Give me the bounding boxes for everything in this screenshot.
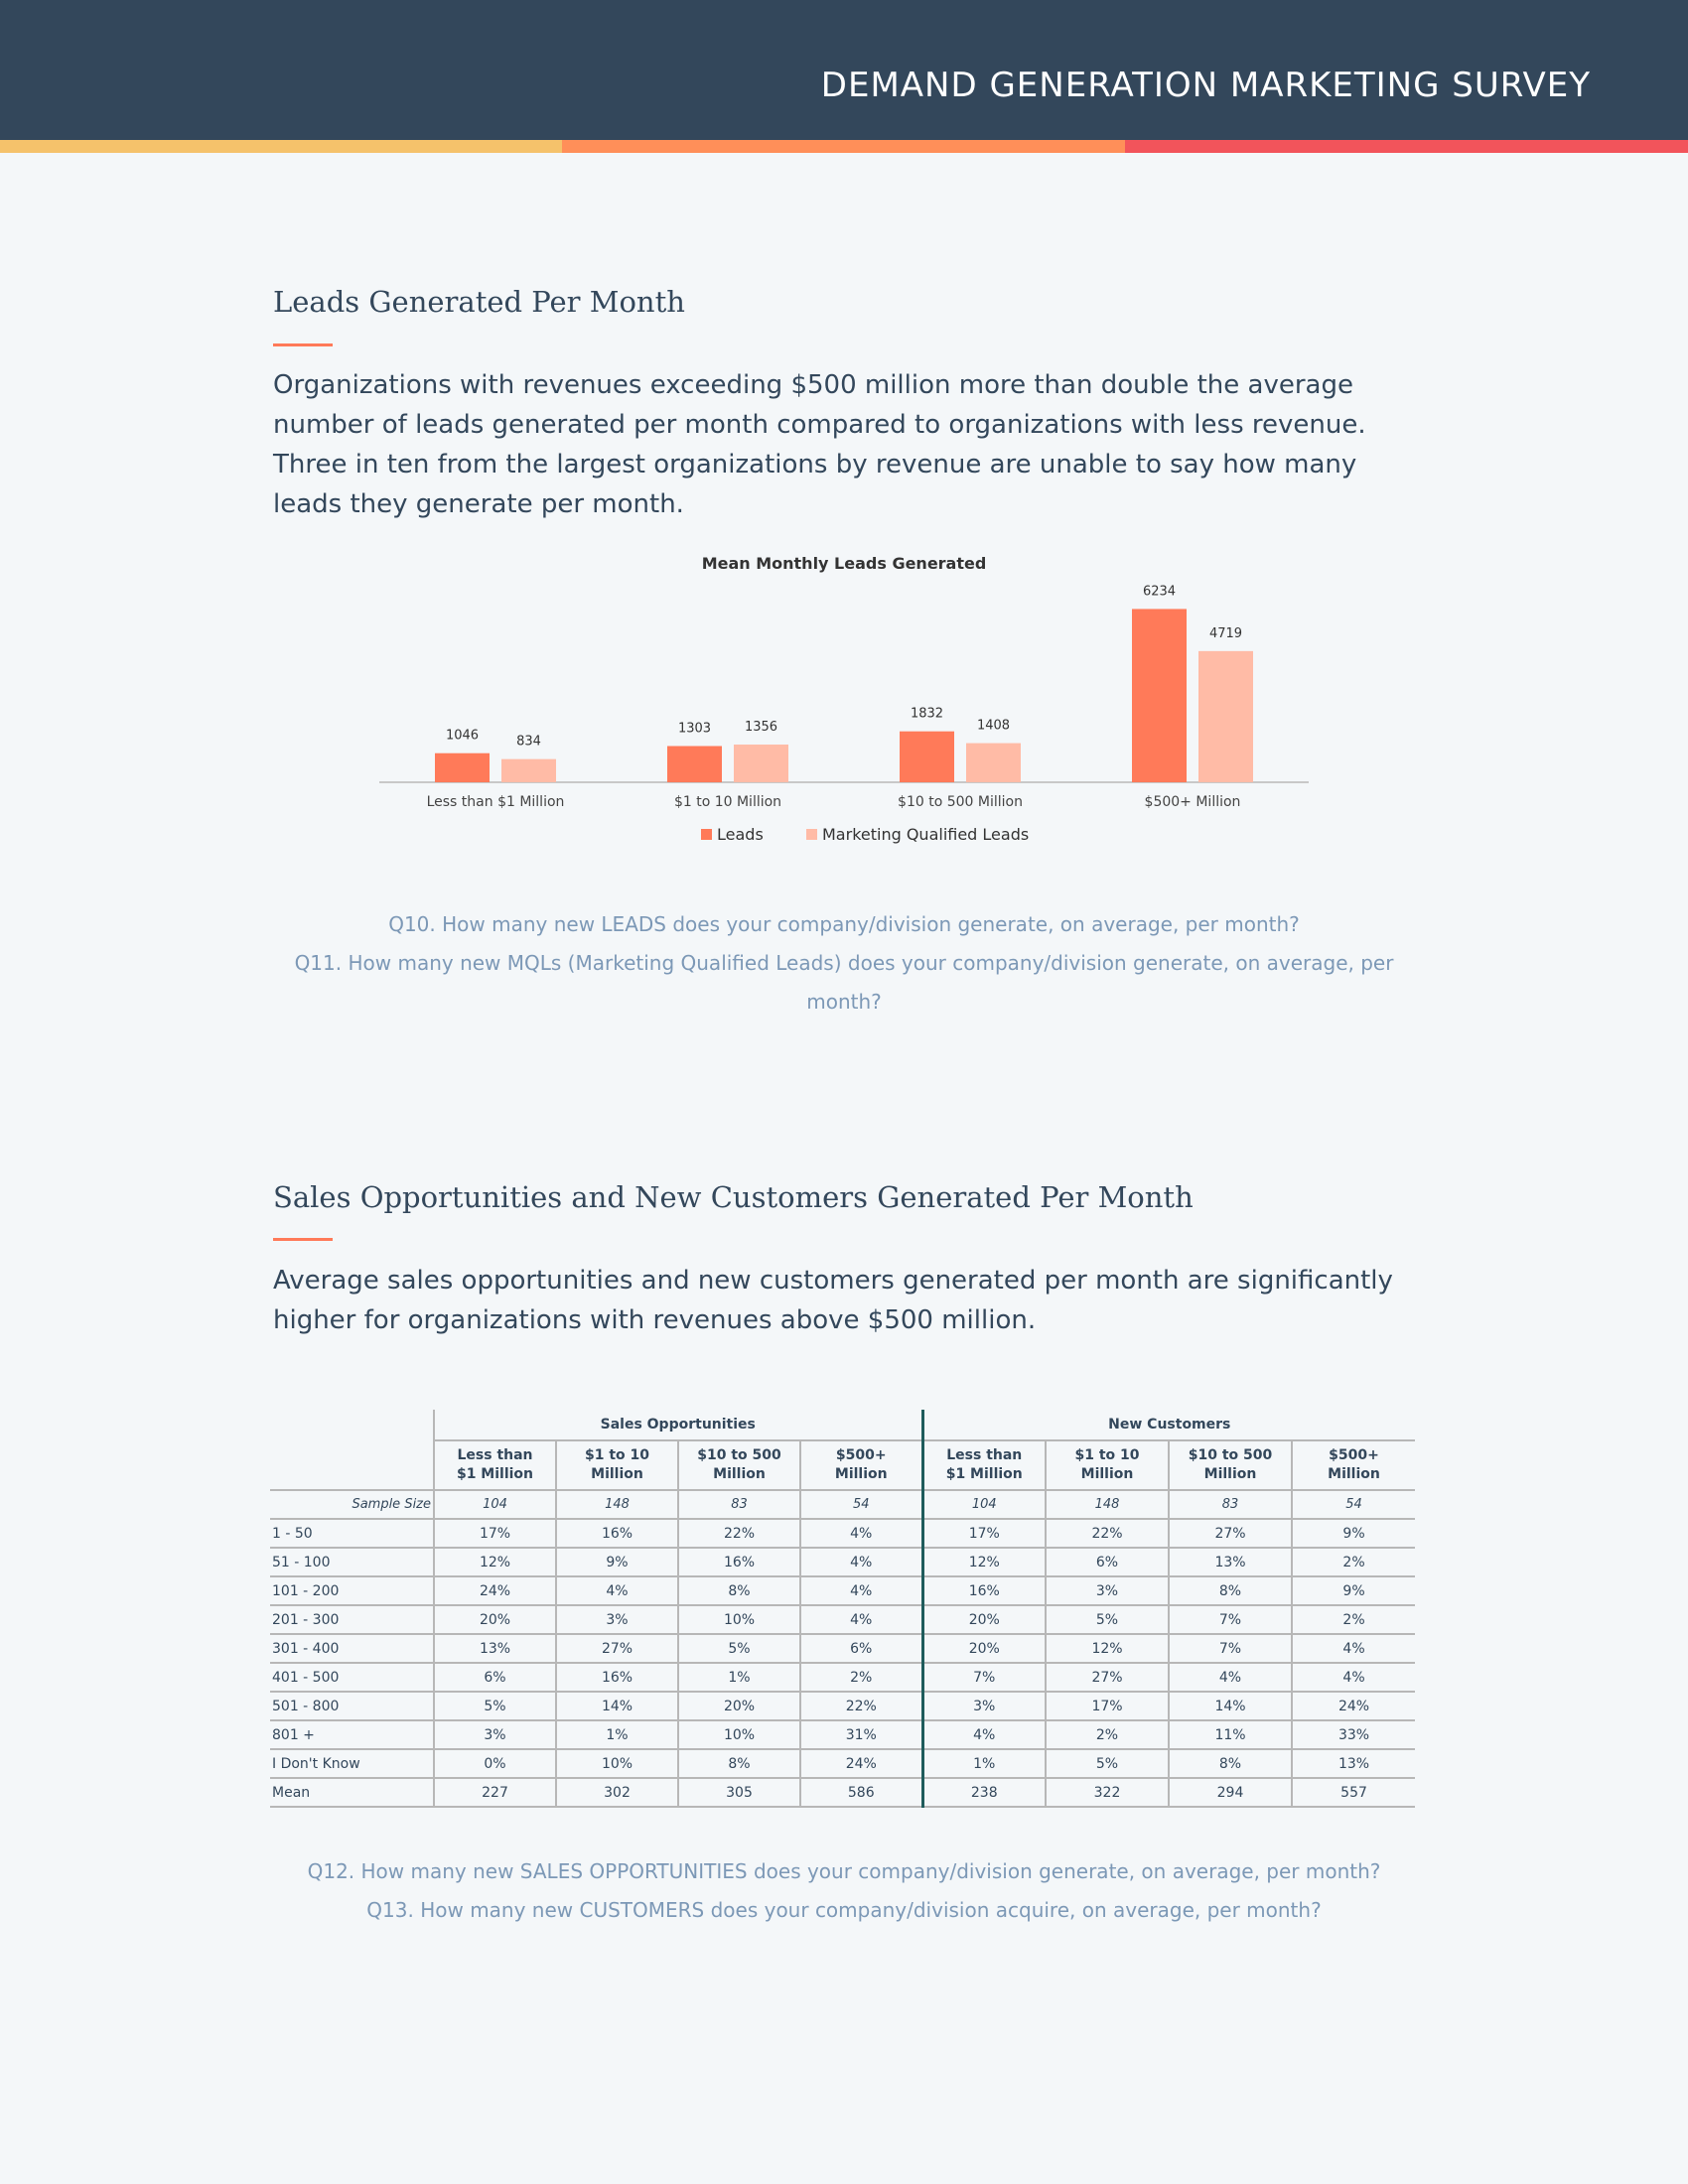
- bar-leads: [900, 732, 954, 782]
- table-cell: 4%: [1292, 1663, 1415, 1692]
- table-cell: 557: [1292, 1778, 1415, 1807]
- table-cell: 5%: [434, 1692, 556, 1720]
- column-header: $500+ Million: [1292, 1440, 1415, 1490]
- column-header: $10 to 500 Million: [1169, 1440, 1292, 1490]
- section-rule: [273, 1238, 333, 1241]
- table-cell: 22%: [1046, 1519, 1169, 1548]
- table-cell: 9%: [556, 1548, 678, 1576]
- table-cell: 3%: [1046, 1576, 1169, 1605]
- data-label: 1303: [677, 721, 712, 737]
- table-cell: 1%: [922, 1749, 1046, 1778]
- x-tick-label: $10 to 500 Million: [898, 794, 1023, 810]
- table-cell: 4%: [800, 1576, 922, 1605]
- table-row: [270, 1605, 1415, 1634]
- opportunities-table: [270, 1410, 1415, 1808]
- table-cell: 4%: [1292, 1634, 1415, 1663]
- table-cell: 3%: [922, 1692, 1046, 1720]
- table-cell: 305: [678, 1778, 800, 1807]
- table-cell: 10%: [678, 1605, 800, 1634]
- group-header-sales: Sales Opportunities: [434, 1410, 922, 1440]
- table-cell: 83: [1169, 1490, 1292, 1519]
- table-cell: 8%: [1169, 1749, 1292, 1778]
- table-cell: 8%: [1169, 1576, 1292, 1605]
- table-cell: 17%: [922, 1519, 1046, 1548]
- x-tick-label: $500+ Million: [1144, 794, 1241, 810]
- table-cell: 2%: [1046, 1720, 1169, 1749]
- legend-swatch: [701, 829, 712, 840]
- corner-cell: [270, 1410, 434, 1440]
- table-cell: 16%: [556, 1663, 678, 1692]
- table-row: [270, 1576, 1415, 1605]
- table-cell: 3%: [556, 1605, 678, 1634]
- data-label: 6234: [1142, 584, 1177, 600]
- table-cell: 5%: [1046, 1605, 1169, 1634]
- section-lead-text: Organizations with revenues exceeding $500 million more than double the average number of leads generated per month compared to organizations with less revenue. Three in ten from the largest organizations by revenue are unable to say how many leads they generate per month.: [273, 370, 1366, 519]
- table-cell: 4%: [1169, 1663, 1292, 1692]
- table-cell: 7%: [922, 1663, 1046, 1692]
- table-cell: 227: [434, 1778, 556, 1807]
- legend-label: Leads: [717, 825, 764, 844]
- row-label: 301 - 400: [270, 1634, 434, 1663]
- section-lead-text: Average sales opportunities and new customers generated per month are significantly higher for organizations with revenues above $500 million.: [273, 1266, 1393, 1335]
- chart-title: Mean Monthly Leads Generated: [701, 554, 987, 573]
- table-cell: 13%: [434, 1634, 556, 1663]
- table-cell: 54: [800, 1490, 922, 1519]
- table-cell: 1%: [556, 1720, 678, 1749]
- bar-marketing-qualified-leads: [1198, 651, 1253, 782]
- table-cell: 9%: [1292, 1576, 1415, 1605]
- table-cell: 2%: [1292, 1605, 1415, 1634]
- table-cell: 10%: [678, 1720, 800, 1749]
- table-cell: 83: [678, 1490, 800, 1519]
- table-cell: 8%: [678, 1576, 800, 1605]
- row-label: 101 - 200: [270, 1576, 434, 1605]
- row-label: 501 - 800: [270, 1692, 434, 1720]
- table-cell: 20%: [434, 1605, 556, 1634]
- data-label: 1356: [744, 720, 778, 736]
- column-header: Less than $1 Million: [922, 1440, 1046, 1490]
- table-cell: 9%: [1292, 1519, 1415, 1548]
- corner-cell: [270, 1440, 434, 1490]
- table-cell: 1%: [678, 1663, 800, 1692]
- question-q11: Q11. How many new MQLs (Marketing Qualified Leads) does your company/division generate, on average, per month?: [294, 951, 1394, 1014]
- accent-stripe-orange: [562, 140, 1125, 153]
- table-cell: 33%: [1292, 1720, 1415, 1749]
- column-header: $500+ Million: [800, 1440, 922, 1490]
- table-cell: 17%: [1046, 1692, 1169, 1720]
- table-cell: 16%: [678, 1548, 800, 1576]
- table-cell: 4%: [922, 1720, 1046, 1749]
- table-row: [270, 1749, 1415, 1778]
- table-row: [270, 1519, 1415, 1548]
- section-rule: [273, 343, 333, 346]
- table-cell: 20%: [922, 1605, 1046, 1634]
- table-row: [270, 1634, 1415, 1663]
- table-cell: 7%: [1169, 1634, 1292, 1663]
- table-cell: 14%: [1169, 1692, 1292, 1720]
- table-cell: 6%: [434, 1663, 556, 1692]
- table-cell: 12%: [434, 1548, 556, 1576]
- table-row: [270, 1548, 1415, 1576]
- table-cell: 27%: [1169, 1519, 1292, 1548]
- table-cell: 24%: [434, 1576, 556, 1605]
- table-row: [270, 1663, 1415, 1692]
- data-label: 1408: [976, 718, 1011, 734]
- row-label: I Don't Know: [270, 1749, 434, 1778]
- table-cell: 20%: [678, 1692, 800, 1720]
- table-cell: 294: [1169, 1778, 1292, 1807]
- data-label: 1832: [910, 706, 944, 722]
- table-cell: 302: [556, 1778, 678, 1807]
- header-title: DEMAND GENERATION MARKETING SURVEY: [820, 66, 1591, 105]
- table-cell: 3%: [434, 1720, 556, 1749]
- table-cell: 12%: [1046, 1634, 1169, 1663]
- table-cell: 27%: [556, 1634, 678, 1663]
- table-cell: 5%: [678, 1634, 800, 1663]
- column-header: $1 to 10 Million: [556, 1440, 678, 1490]
- table-cell: 5%: [1046, 1749, 1169, 1778]
- section-title-sales: Sales Opportunities and New Customers Generated Per Month: [273, 1180, 1194, 1214]
- table-cell: 13%: [1169, 1548, 1292, 1576]
- table-cell: 104: [434, 1490, 556, 1519]
- bar-marketing-qualified-leads: [966, 744, 1021, 782]
- table-cell: 17%: [434, 1519, 556, 1548]
- bar-leads: [435, 753, 490, 782]
- table-cell: 13%: [1292, 1749, 1415, 1778]
- column-header: $10 to 500 Million: [678, 1440, 800, 1490]
- table-cell: 148: [1046, 1490, 1169, 1519]
- table-cell: 10%: [556, 1749, 678, 1778]
- bar-leads: [1132, 609, 1187, 782]
- table-cell: 16%: [556, 1519, 678, 1548]
- table-cell: 6%: [1046, 1548, 1169, 1576]
- column-header: $1 to 10 Million: [1046, 1440, 1169, 1490]
- table-cell: 148: [556, 1490, 678, 1519]
- bar-marketing-qualified-leads: [734, 745, 788, 782]
- question-q12: Q12. How many new SALES OPPORTUNITIES does your company/division generate, on average, per month?: [307, 1859, 1381, 1883]
- table-cell: 238: [922, 1778, 1046, 1807]
- table-row: [270, 1692, 1415, 1720]
- leads-chart-svg: [367, 544, 1321, 862]
- table-cell: 31%: [800, 1720, 922, 1749]
- row-label: 401 - 500: [270, 1663, 434, 1692]
- table-cell: 22%: [800, 1692, 922, 1720]
- table-row: [270, 1720, 1415, 1749]
- data-label: 4719: [1208, 625, 1243, 641]
- table-cell: 4%: [800, 1548, 922, 1576]
- bar-leads: [667, 747, 722, 782]
- table-cell: 4%: [800, 1605, 922, 1634]
- x-tick-label: Less than $1 Million: [426, 794, 565, 810]
- data-label: 1046: [445, 728, 480, 744]
- bar-marketing-qualified-leads: [501, 759, 556, 782]
- table-cell: 27%: [1046, 1663, 1169, 1692]
- sample-size-row: [270, 1490, 1415, 1519]
- table-cell: 6%: [800, 1634, 922, 1663]
- data-label: 834: [516, 734, 541, 750]
- question-q10: Q10. How many new LEADS does your company/division generate, on average, per month?: [388, 912, 1300, 936]
- section-title-leads: Leads Generated Per Month: [273, 285, 685, 319]
- table-cell: 4%: [556, 1576, 678, 1605]
- table-cell: 8%: [678, 1749, 800, 1778]
- row-label: 51 - 100: [270, 1548, 434, 1576]
- table-cell: 4%: [800, 1519, 922, 1548]
- table-cell: 0%: [434, 1749, 556, 1778]
- table-cell: 586: [800, 1778, 922, 1807]
- row-label: Mean: [270, 1778, 434, 1807]
- table-cell: 24%: [800, 1749, 922, 1778]
- table-cell: 12%: [922, 1548, 1046, 1576]
- table-row: [270, 1778, 1415, 1807]
- table-cell: 22%: [678, 1519, 800, 1548]
- x-tick-label: $1 to 10 Million: [673, 794, 782, 810]
- table-cell: 7%: [1169, 1605, 1292, 1634]
- table-cell: 2%: [800, 1663, 922, 1692]
- page-header: [0, 0, 1688, 140]
- table-cell: 54: [1292, 1490, 1415, 1519]
- table-cell: 2%: [1292, 1548, 1415, 1576]
- accent-stripe-red: [1125, 140, 1688, 153]
- legend-label: Marketing Qualified Leads: [822, 825, 1030, 844]
- table-cell: 322: [1046, 1778, 1169, 1807]
- leads-chart: [367, 544, 1321, 862]
- column-header: Less than $1 Million: [434, 1440, 556, 1490]
- table-cell: 20%: [922, 1634, 1046, 1663]
- table-cell: 11%: [1169, 1720, 1292, 1749]
- group-header-customers: New Customers: [922, 1410, 1415, 1440]
- row-label: 1 - 50: [270, 1519, 434, 1548]
- table-cell: 24%: [1292, 1692, 1415, 1720]
- legend-swatch: [806, 829, 817, 840]
- table-cell: 14%: [556, 1692, 678, 1720]
- row-label: Sample Size: [270, 1490, 434, 1519]
- question-q13: Q13. How many new CUSTOMERS does your company/division acquire, on average, per month?: [366, 1898, 1322, 1922]
- row-label: 801 +: [270, 1720, 434, 1749]
- table-cell: 104: [922, 1490, 1046, 1519]
- accent-stripe-yellow: [0, 140, 562, 153]
- row-label: 201 - 300: [270, 1605, 434, 1634]
- table-cell: 16%: [922, 1576, 1046, 1605]
- results-table: [270, 1410, 1415, 1808]
